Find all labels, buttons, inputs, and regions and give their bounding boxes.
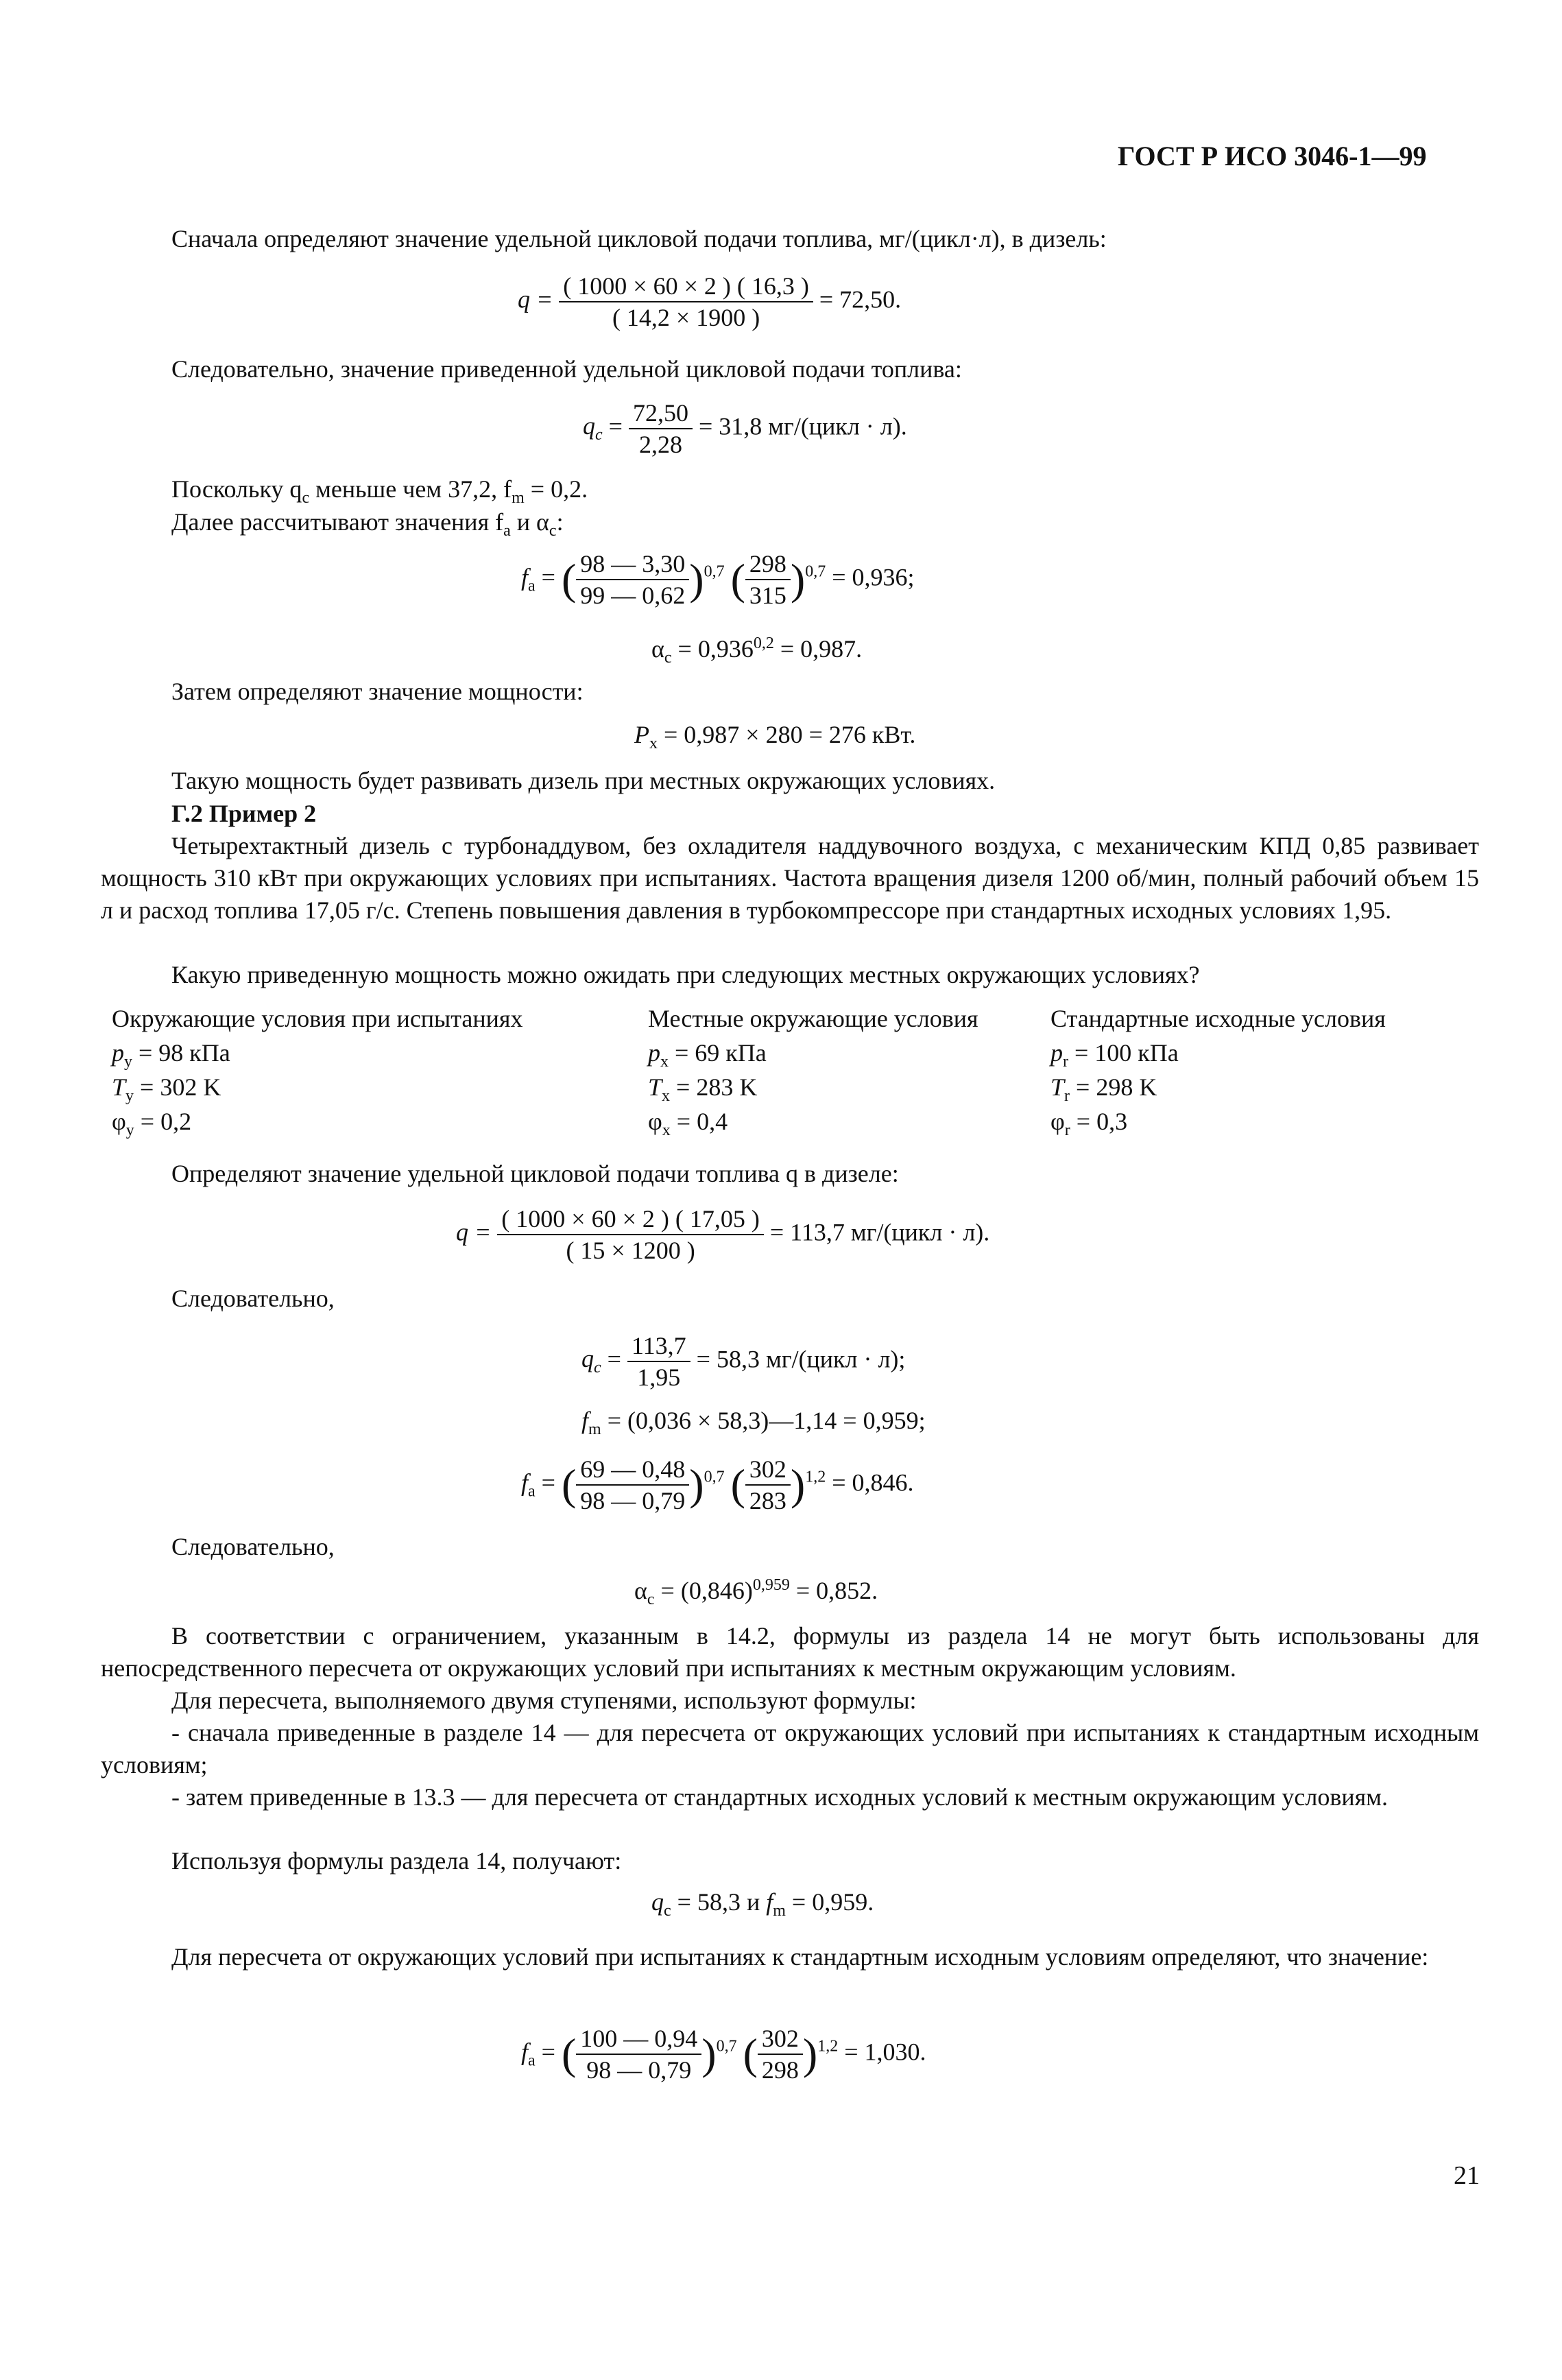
conditions-column-standard: Стандартные исходные условия $p_r = 100$ кПа $T_r = 298$ K $\varphi_r = 0,3$ <box>1050 1005 1386 1140</box>
document-header: ГОСТ Р ИСО 3046-1—99 <box>1118 141 1427 171</box>
formula-qc-denominator: 2,28 <box>638 431 682 458</box>
paragraph-limitation: В соответствии с ограничением, указанным в 14.2, формулы из раздела 14 не могут быть использованы для непосредственного пересчета от окружающих условий при испытаниях к местным окружающим условиям. <box>101 1622 1479 1682</box>
formula-fa-3: $f_a$ = ( $\frac{100 — 0,94}{98 — 0,79}$ )$^{0,7}$ ( $\frac{302}{298}$ )$^{1,2}$ = 1,030. <box>521 2025 926 2084</box>
formula-q-numerator: ( 1000 × 60 × 2 ) ( 16,3 ) <box>559 271 813 302</box>
page-number: 21 <box>1454 2161 1480 2190</box>
paragraph-using-formulas: Используя формулы раздела 14, получают: <box>171 1847 622 1875</box>
paragraph-since: Поскольку $q_c$ меньше чем 37,2, $f_m = 0,2$. <box>171 475 588 508</box>
formula-qc-fm: $q_c = 58,3$ и $f_m = 0,959$. <box>651 1888 874 1920</box>
section-heading-example-2: Г.2 Пример 2 <box>171 800 317 827</box>
paragraph-question: Какую приведенную мощность можно ожидать при следующих местных окружающих условиях? <box>171 961 1200 988</box>
formula-qc: $q_c$ = $\frac{72,50}{2,28}$ = 31,8 мг/(цикл · л). <box>583 399 907 458</box>
formula-px: $P_x = 0,987 \times 280 = 276$ кВт. <box>634 721 916 753</box>
paragraph-recalc: Для пересчета от окружающих условий при испытаниях к стандартным исходным условиям определяют, что значение: <box>171 1943 1429 1971</box>
formula-q-lhs: q = <box>518 285 553 313</box>
paragraph-conclusion: Такую мощность будет развивать дизель при местных окружающих условиях. <box>171 767 996 794</box>
paragraph-calc: Далее рассчитывают значения $f_a$ и $\alpha_c$: <box>171 508 564 540</box>
formula-q-result: = 72,50. <box>819 285 902 313</box>
list-item-first-step: - сначала приведенные в разделе 14 — для пересчета от окружающих условий при испытаниях к стандартным исходным условиям; <box>101 1719 1479 1778</box>
conditions-column-test: Окружающие условия при испытаниях $p_y = 98$ кПа $T_y = 302$ K $\varphi_y = 0,2$ <box>112 1005 523 1140</box>
paragraph-two-steps: Для пересчета, выполняемого двумя ступенями, используют формулы: <box>171 1687 917 1714</box>
formula-q-denominator: ( 14,2 × 1900 ) <box>612 304 760 331</box>
paragraph-therefore-3: Следовательно, <box>171 1533 335 1560</box>
list-item-second-step: - затем приведенные в 13.3 — для пересчета от стандартных исходных условий к местным окружающим условиям. <box>171 1783 1388 1811</box>
formula-fm: $f_m = (0,036$ × 58,3)—1,14 = 0,959; <box>581 1407 926 1439</box>
formula-qc-2: $q_c$ = $\frac{113,7}{1,95}$ = 58,3 мг/(цикл · л); <box>581 1332 906 1391</box>
formula-alpha-c-1: $\alpha_c = 0,936^{0,2} = 0,987$. <box>651 634 863 667</box>
paragraph-therefore: Следовательно, значение приведенной удельной цикловой подачи топлива: <box>171 355 962 383</box>
paragraph-therefore-2: Следовательно, <box>171 1285 335 1312</box>
formula-fa-2: $f_a$ = ( $\frac{69 — 0,48}{98 — 0,79}$ )$^{0,7}$ ( $\frac{302}{283}$ )$^{1,2}$ = 0,846. <box>521 1455 914 1514</box>
formula-q <box>518 271 901 333</box>
formula-qc-numerator: 72,50 <box>629 398 693 429</box>
paragraph-example-description: Четырехтактный дизель с турбонаддувом, без охладителя наддувочного воздуха, с механическим КПД 0,85 развивает мощность 310 кВт при окружающих условиях при испытаниях. Частота вращения дизеля 1200 об/мин, полный рабочий объем 15 л и расход топлива 17,05 г/с. Степень повышения давления в турбокомпрессоре при стандартных исходных условиях 1,95. <box>101 832 1479 924</box>
formula-q-2: q = $\frac{( 1000 \times 60 \times 2 ) ( 17,05 )}{( 15 \times 1200 )}$ = 113,7 мг/(цикл · л). <box>456 1205 990 1264</box>
conditions-column-local: Местные окружающие условия $p_x = 69$ кПа $T_x = 283$ K $\varphi_x = 0,4$ <box>648 1005 978 1140</box>
paragraph-intro: Сначала определяют значение удельной цикловой подачи топлива, мг/(цикл·л), в дизель: <box>171 225 1107 252</box>
paragraph-determine-q: Определяют значение удельной цикловой подачи топлива q в дизеле: <box>171 1160 899 1187</box>
formula-fa-1: $f_a$ = ( $\frac{98 — 3,30}{99 — 0,62}$ )$^{0,7}$ ( $\frac{298}{315}$ )$^{0,7}$ = 0,936; <box>521 550 915 609</box>
formula-qc-result: = 31,8 мг/(цикл · л). <box>698 412 907 440</box>
formula-alpha-c-2: $\alpha_c = (0,846)^{0,959} = 0,852$. <box>634 1576 878 1609</box>
paragraph-power: Затем определяют значение мощности: <box>171 678 584 705</box>
